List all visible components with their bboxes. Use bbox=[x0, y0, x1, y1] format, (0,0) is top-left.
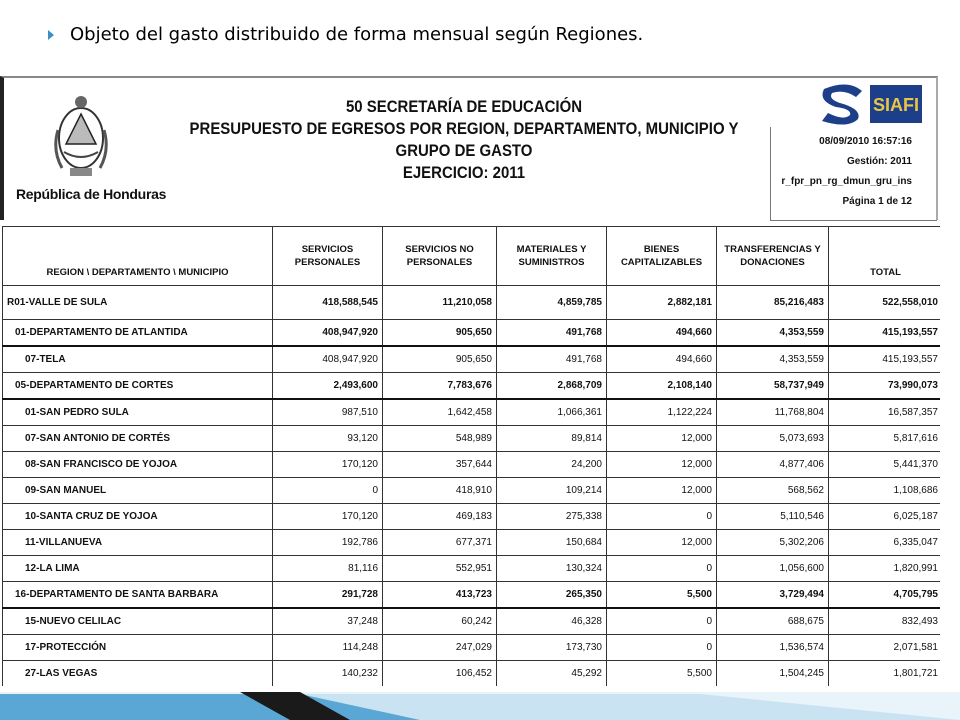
col-header: SERVICIOS PERSONALES bbox=[273, 227, 383, 286]
table-row bbox=[3, 661, 941, 687]
cell-value: 4,859,785 bbox=[497, 286, 607, 320]
cell-value: 265,350 bbox=[497, 582, 607, 609]
cell-value: 5,500 bbox=[607, 582, 717, 609]
col-header: MATERIALES Y SUMINISTROS bbox=[497, 227, 607, 286]
report-titles bbox=[124, 96, 804, 184]
cell-value: 173,730 bbox=[497, 635, 607, 661]
cell-value: 4,705,795 bbox=[829, 582, 941, 609]
cell-value: 291,728 bbox=[273, 582, 383, 609]
report-title-main: PRESUPUESTO DE EGRESOS POR REGION, DEPARTAMENTO, MUNICIPIO Y GRUPO DE GASTO bbox=[189, 119, 739, 160]
cell-value: 114,248 bbox=[273, 635, 383, 661]
table-row bbox=[3, 320, 941, 347]
cell-value: 491,768 bbox=[497, 320, 607, 347]
cell-value: 2,493,600 bbox=[273, 373, 383, 400]
cell-value: 5,110,546 bbox=[717, 504, 829, 530]
col-header: REGION \ DEPARTAMENTO \ MUNICIPIO bbox=[3, 227, 273, 286]
row-label: 27-LAS VEGAS bbox=[3, 661, 273, 687]
table-row bbox=[3, 608, 941, 635]
cell-value: 568,562 bbox=[717, 478, 829, 504]
row-label: 17-PROTECCIÓN bbox=[3, 635, 273, 661]
cell-value: 522,558,010 bbox=[829, 286, 941, 320]
budget-table bbox=[2, 226, 940, 686]
cell-value: 60,242 bbox=[383, 608, 497, 635]
cell-value: 12,000 bbox=[607, 452, 717, 478]
cell-value: 677,371 bbox=[383, 530, 497, 556]
table-row bbox=[3, 286, 941, 320]
cell-value: 905,650 bbox=[383, 320, 497, 347]
cell-value: 1,504,245 bbox=[717, 661, 829, 687]
cell-value: 170,120 bbox=[273, 452, 383, 478]
cell-value: 73,990,073 bbox=[829, 373, 941, 400]
cell-value: 0 bbox=[607, 556, 717, 582]
cell-value: 58,737,949 bbox=[717, 373, 829, 400]
slide-title bbox=[48, 24, 643, 45]
cell-value: 275,338 bbox=[497, 504, 607, 530]
cell-value: 1,536,574 bbox=[717, 635, 829, 661]
cell-value: 46,328 bbox=[497, 608, 607, 635]
cell-value: 5,817,616 bbox=[829, 426, 941, 452]
cell-value: 85,216,483 bbox=[717, 286, 829, 320]
bullet-arrow-icon bbox=[48, 30, 54, 40]
report-title-ministry: 50 SECRETARÍA DE EDUCACIÓN bbox=[345, 97, 583, 116]
cell-value: 11,768,804 bbox=[717, 399, 829, 426]
cell-value: 45,292 bbox=[497, 661, 607, 687]
table-row bbox=[3, 346, 941, 373]
cell-value: 4,353,559 bbox=[717, 320, 829, 347]
slide-title-text: Objeto del gasto distribuido de forma mensual según Regiones. bbox=[70, 24, 644, 45]
cell-value: 1,642,458 bbox=[383, 399, 497, 426]
row-label: 01-DEPARTAMENTO DE ATLANTIDA bbox=[3, 320, 273, 347]
cell-value: 418,588,545 bbox=[273, 286, 383, 320]
cell-value: 89,814 bbox=[497, 426, 607, 452]
cell-value: 150,684 bbox=[497, 530, 607, 556]
cell-value: 5,073,693 bbox=[717, 426, 829, 452]
table-row bbox=[3, 399, 941, 426]
cell-value: 5,441,370 bbox=[829, 452, 941, 478]
cell-value: 12,000 bbox=[607, 478, 717, 504]
cell-value: 4,353,559 bbox=[717, 346, 829, 373]
report-gestion: Gestión: 2011 bbox=[846, 156, 912, 167]
table-row bbox=[3, 635, 941, 661]
row-label: 15-NUEVO CELILAC bbox=[3, 608, 273, 635]
table-header-row bbox=[3, 227, 941, 286]
cell-value: 81,116 bbox=[273, 556, 383, 582]
cell-value: 408,947,920 bbox=[273, 346, 383, 373]
cell-value: 247,029 bbox=[383, 635, 497, 661]
cell-value: 494,660 bbox=[607, 346, 717, 373]
report-header bbox=[0, 76, 938, 220]
cell-value: 93,120 bbox=[273, 426, 383, 452]
cell-value: 6,025,187 bbox=[829, 504, 941, 530]
row-label: 12-LA LIMA bbox=[3, 556, 273, 582]
cell-value: 16,587,357 bbox=[829, 399, 941, 426]
bottom-decoration bbox=[0, 684, 960, 720]
cell-value: 494,660 bbox=[607, 320, 717, 347]
row-label: 07-SAN ANTONIO DE CORTÉS bbox=[3, 426, 273, 452]
cell-value: 5,500 bbox=[607, 661, 717, 687]
cell-value: 130,324 bbox=[497, 556, 607, 582]
cell-value: 0 bbox=[607, 608, 717, 635]
scanned-report bbox=[0, 76, 940, 686]
logo-text: SIAFI bbox=[872, 95, 920, 115]
table-row bbox=[3, 582, 941, 609]
cell-value: 688,675 bbox=[717, 608, 829, 635]
cell-value: 2,868,709 bbox=[497, 373, 607, 400]
table-row bbox=[3, 478, 941, 504]
cell-value: 2,882,181 bbox=[607, 286, 717, 320]
cell-value: 413,723 bbox=[383, 582, 497, 609]
cell-value: 170,120 bbox=[273, 504, 383, 530]
cell-value: 491,768 bbox=[497, 346, 607, 373]
col-header: TRANSFERENCIAS Y DONACIONES bbox=[717, 227, 829, 286]
cell-value: 37,248 bbox=[273, 608, 383, 635]
cell-value: 408,947,920 bbox=[273, 320, 383, 347]
cell-value: 106,452 bbox=[383, 661, 497, 687]
cell-value: 3,729,494 bbox=[717, 582, 829, 609]
cell-value: 0 bbox=[607, 504, 717, 530]
col-header: TOTAL bbox=[829, 227, 941, 286]
report-datetime: 08/09/2010 16:57:16 bbox=[819, 136, 912, 147]
cell-value: 140,232 bbox=[273, 661, 383, 687]
cell-value: 1,820,991 bbox=[829, 556, 941, 582]
row-label: 16-DEPARTAMENTO DE SANTA BARBARA bbox=[3, 582, 273, 609]
cell-value: 415,193,557 bbox=[829, 320, 941, 347]
row-label: 09-SAN MANUEL bbox=[3, 478, 273, 504]
cell-value: 1,066,361 bbox=[497, 399, 607, 426]
row-label: 05-DEPARTAMENTO DE CORTES bbox=[3, 373, 273, 400]
report-id: r_fpr_pn_rg_dmun_gru_ins bbox=[781, 176, 912, 187]
report-title-year: EJERCICIO: 2011 bbox=[402, 163, 526, 182]
cell-value: 1,122,224 bbox=[607, 399, 717, 426]
cell-value: 0 bbox=[607, 635, 717, 661]
cell-value: 905,650 bbox=[383, 346, 497, 373]
cell-value: 2,071,581 bbox=[829, 635, 941, 661]
report-meta bbox=[781, 132, 912, 212]
table-row bbox=[3, 556, 941, 582]
cell-value: 1,801,721 bbox=[829, 661, 941, 687]
table-row bbox=[3, 426, 941, 452]
table-row bbox=[3, 373, 941, 400]
cell-value: 6,335,047 bbox=[829, 530, 941, 556]
cell-value: 12,000 bbox=[607, 530, 717, 556]
coat-of-arms-icon bbox=[52, 90, 110, 182]
cell-value: 7,783,676 bbox=[383, 373, 497, 400]
row-label: 08-SAN FRANCISCO DE YOJOA bbox=[3, 452, 273, 478]
republic-label: República de Honduras bbox=[16, 186, 167, 202]
row-label: 07-TELA bbox=[3, 346, 273, 373]
table-row bbox=[3, 504, 941, 530]
cell-value: 418,910 bbox=[383, 478, 497, 504]
cell-value: 469,183 bbox=[383, 504, 497, 530]
col-header: BIENES CAPITALIZABLES bbox=[607, 227, 717, 286]
siafi-logo bbox=[818, 81, 924, 127]
cell-value: 987,510 bbox=[273, 399, 383, 426]
cell-value: 357,644 bbox=[383, 452, 497, 478]
col-header: SERVICIOS NO PERSONALES bbox=[383, 227, 497, 286]
row-label: R01-VALLE DE SULA bbox=[3, 286, 273, 320]
cell-value: 11,210,058 bbox=[383, 286, 497, 320]
row-label: 01-SAN PEDRO SULA bbox=[3, 399, 273, 426]
table-body bbox=[3, 286, 941, 687]
cell-value: 109,214 bbox=[497, 478, 607, 504]
table-row bbox=[3, 530, 941, 556]
cell-value: 552,951 bbox=[383, 556, 497, 582]
cell-value: 0 bbox=[273, 478, 383, 504]
cell-value: 832,493 bbox=[829, 608, 941, 635]
cell-value: 2,108,140 bbox=[607, 373, 717, 400]
cell-value: 415,193,557 bbox=[829, 346, 941, 373]
cell-value: 24,200 bbox=[497, 452, 607, 478]
cell-value: 1,108,686 bbox=[829, 478, 941, 504]
report-page: Página 1 de 12 bbox=[842, 196, 912, 207]
cell-value: 4,877,406 bbox=[717, 452, 829, 478]
cell-value: 1,056,600 bbox=[717, 556, 829, 582]
cell-value: 5,302,206 bbox=[717, 530, 829, 556]
cell-value: 12,000 bbox=[607, 426, 717, 452]
row-label: 10-SANTA CRUZ DE YOJOA bbox=[3, 504, 273, 530]
cell-value: 192,786 bbox=[273, 530, 383, 556]
cell-value: 548,989 bbox=[383, 426, 497, 452]
table-row bbox=[3, 452, 941, 478]
row-label: 11-VILLANUEVA bbox=[3, 530, 273, 556]
